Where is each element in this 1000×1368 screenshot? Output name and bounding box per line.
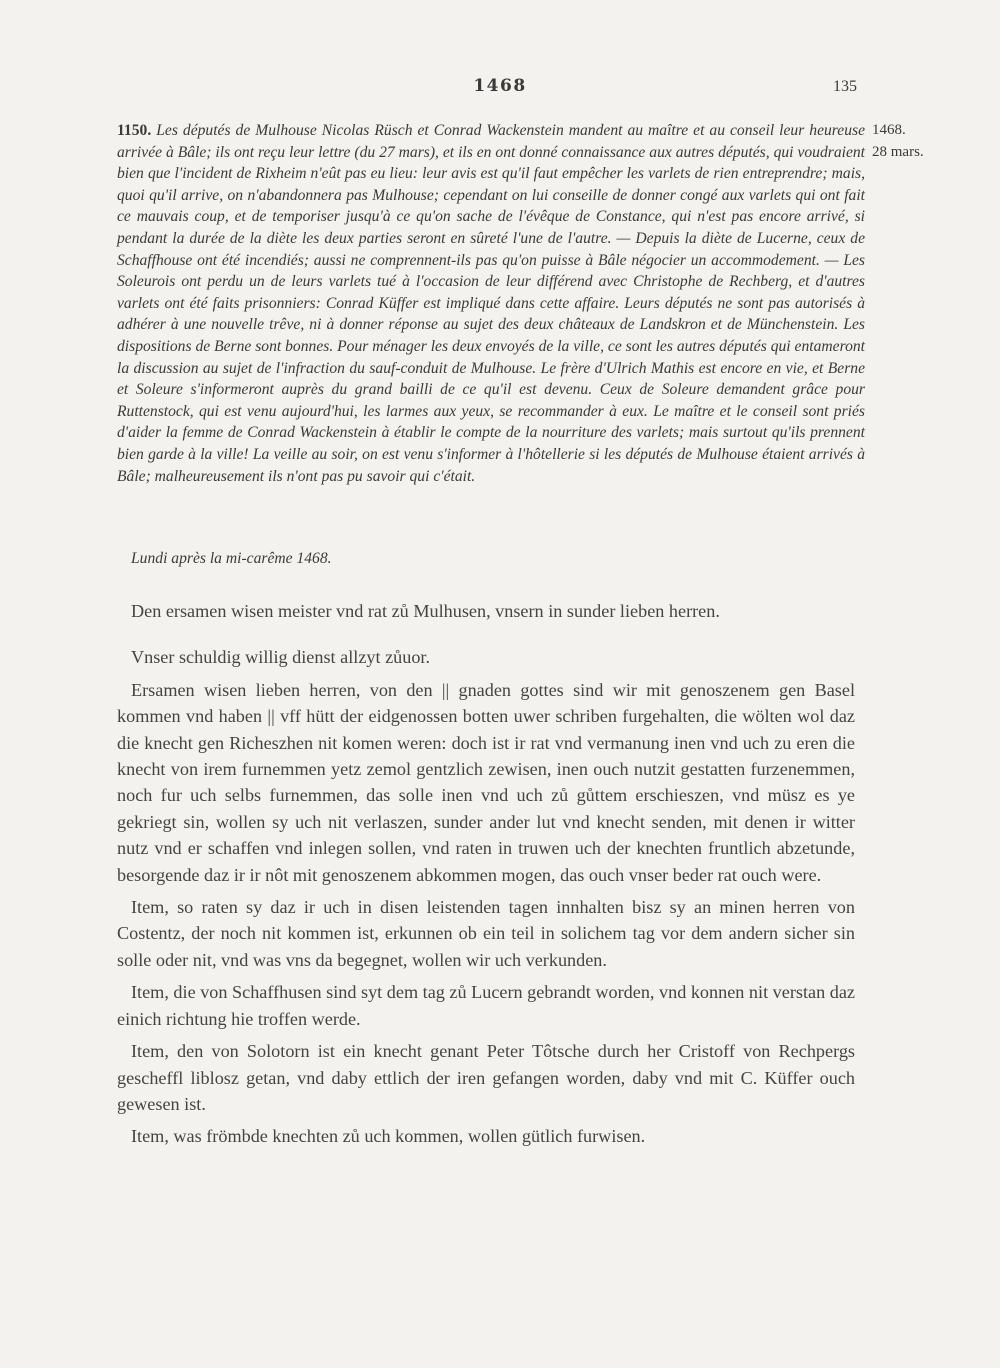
margin-year: 1468. <box>872 122 906 138</box>
margin-date: 28 mars. <box>872 143 924 160</box>
letter-body <box>117 598 855 1156</box>
letter-paragraph: Ersamen wisen lieben herren, von den || gnaden gottes sind wir mit genoszenem gen Basel kommen vnd haben || vff hütt der eidgenossen botten uwer schriben furgehalten, die wölten wol daz die knecht gen Richeszhen nit komen weren: doch ist ir rat vnd vermanung inen vnd uch zu eren die knecht von irem furnemmen yetz zemol gentzlich zewisen, inen ouch nutzit gestatten furzenemmen, noch fur uch selbs furnemmen, das solle inen vnd uch zů gůttem erschieszen, vnd müsz es ye gekriegt sin, wollen sy uch nit verlaszen, sunder ander lut vnd knecht senden, mit denen ir witter nutz vnd er schaffen vnd inlegen sollen, vnd raten in truwen uch der knechten fruntlich abzetunde, besorgende daz ir ir nôt mit genoszenem abkommen mogen, das ouch vnser beder rat ouch were. <box>117 679 855 885</box>
page-year: 1468 <box>473 76 527 96</box>
margin-note <box>872 120 972 163</box>
letter-address: Den ersamen wisen meister vnd rat zů Mulhusen, vnsern in sunder lieben herren. <box>131 601 720 621</box>
letter-greeting: Vnser schuldig willig dienst allzyt zůuor. <box>131 647 431 668</box>
regest-text: Les députés de Mulhouse Nicolas Rüsch et Conrad Wackenstein mandent au maître et au conseil leur heureuse arrivée à Bâle; ils ont reçu leur lettre (du 27 mars), et ils en ont donné connaissance aux autres députés, qui voudraient bien que l'incident de Rixheim n'eût pas eu lieu: leur avis est qu'il faut empêcher les varlets de rien entreprendre; mais, quoi qu'il arrive, on n'abandonnera pas Mulhouse; cependant on lui conseille de donner congé aux varlets qui ont fait ce mauvais coup, et de temporiser jusqu'à ce qu'on sache de l'évêque de Constance, qui n'est pas encore arrivé, si pendant la durée de la diète les deux parties seront en sûreté l'une de l'autre. — Depuis la diète de Lucerne, ceux de Schaffhouse ont été incendiés; aussi ne comprennent-ils pas qu'on puisse à Bâle négocier un accommodement. — Les Soleurois ont perdu un de leurs varlets tué à l'occasion de leur différend avec Christophe de Rechberg, et d'autres varlets ont été faits prisonniers: Conrad Küffer est impliqué dans cette affaire. Leurs députés ne sont pas autorisés à adhérer à une nouvelle trêve, ni à donner réponse au sujet des deux châteaux de Landskron et de Münchenstein. Les dispositions de Berne sont bonnes. Pour ménager les deux envoyés de la ville, ce sont les autres députés qui entameront la discussion au sujet de l'infraction du sauf-conduit de Mulhouse. Le frère d'Ulrich Mathis est encore en vie, et Berne et Soleure s'informeront auprès du grand bailli de ce qu'il est devenu. Ceux de Soleure demandent grâce pour Ruttenstock, qui est venu aujourd'hui, les larmes aux yeux, se recommander à eux. Le maître et le conseil sont priés d'aider la femme de Conrad Wackenstein à établir le compte de la nourriture des varlets; mais surtout qu'ils prennent bien garde à la ville! La veille au soir, on est venu s'informer à l'hôtellerie si les députés de Mulhouse étaient arrivés à Bâle; malheureusement ils n'ont pas pu savoir qui c'était. <box>117 122 865 485</box>
letter-paragraph: Item, so raten sy daz ir uch in disen leistenden tagen innhalten bisz sy an minen herren von Costentz, der noch nit kommen ist, erkunnen ob ein teil in solichem tag vor dem andern sicher sin solle oder nit, vnd was vns da begegnet, wollen wir uch verkunden. <box>117 897 855 970</box>
page-header <box>0 76 1000 100</box>
letter-paragraph: Item, die von Schaffhusen sind syt dem tag zů Lucern gebrandt worden, vnd konnen nit verstan daz einich richtung hie troffen werde. <box>117 982 855 1029</box>
letter-paragraph: Item, was frömbde knechten zů uch kommen, wollen gütlich furwisen. <box>131 1126 646 1147</box>
page-number: 135 <box>833 78 857 95</box>
entry-number: 1150. <box>117 122 152 139</box>
letter-paragraph: Item, den von Solotorn ist ein knecht genant Peter Tôtsche durch her Cristoff von Rechpergs gescheffl liblosz getan, vnd daby ettlich der iren gefangen worden, daby vnd mit C. Küffer ouch gewesen ist. <box>117 1041 855 1114</box>
regest-summary <box>117 120 865 487</box>
date-line: Lundi après la mi-carême 1468. <box>131 550 332 567</box>
